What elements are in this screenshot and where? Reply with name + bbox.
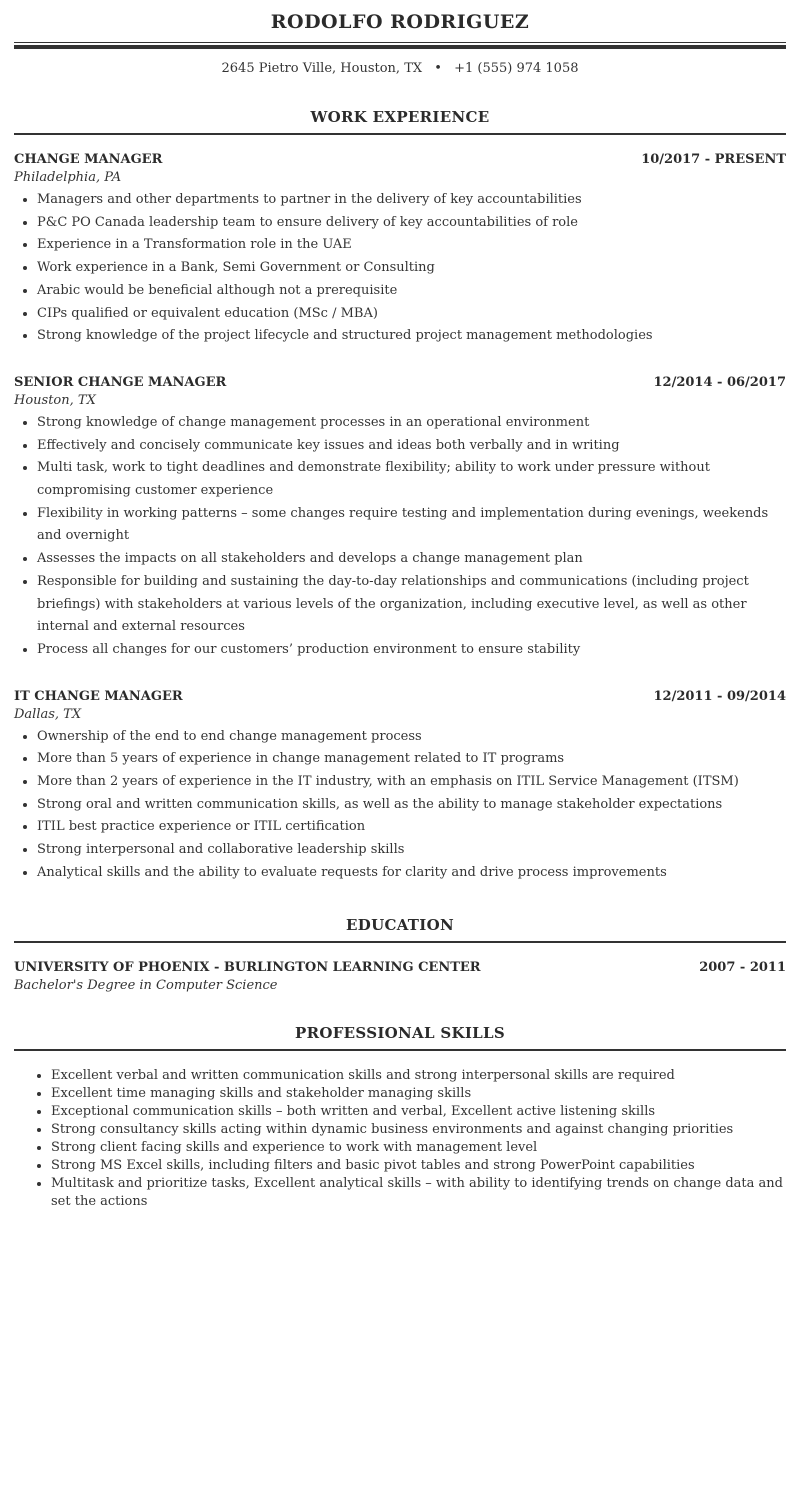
list-item: • Ownership of the end to end change management process (37, 726, 786, 749)
section-title-professional-skills: PROFESSIONAL SKILLS (295, 1023, 505, 1042)
job-bullets (14, 189, 786, 348)
job-location: Philadelphia, PA (14, 170, 122, 185)
job-bullets (14, 726, 786, 885)
education-entry (14, 959, 786, 995)
list-item: • Flexibility in working patterns – some changes require testing and implementation during evenings, weekends and overnight (37, 503, 786, 548)
section-divider (14, 1049, 786, 1051)
skills-section (14, 1023, 786, 1211)
job-dates: 12/2014 - 06/2017 (653, 374, 786, 390)
list-item: • ITIL best practice experience or ITIL certification (37, 816, 786, 839)
candidate-name: RODOLFO RODRIGUEZ (270, 11, 530, 33)
list-item: • Strong client facing skills and experience to work with management level (51, 1139, 786, 1157)
address: 2645 Pietro Ville, Houston, TX (221, 61, 423, 76)
list-item: • Experience in a Transformation role in the UAE (37, 234, 786, 257)
job-entry (14, 374, 786, 662)
section-title-work-experience: WORK EXPERIENCE (310, 108, 490, 126)
list-item: • Strong oral and written communication skills, as well as the ability to manage stakeholder expectations (37, 794, 786, 817)
job-location: Houston, TX (14, 392, 96, 408)
list-item: • Managers and other departments to partner in the delivery of key accountabilities (37, 189, 786, 212)
list-item: • More than 5 years of experience in change management related to IT programs (37, 748, 786, 771)
list-item: • Strong consultancy skills acting within dynamic business environments and against changing priorities (51, 1121, 786, 1139)
job-title: IT CHANGE MANAGER (14, 688, 183, 704)
list-item: • CIPs qualified or equivalent education (MSc / MBA) (37, 303, 786, 326)
work-experience-section (14, 107, 786, 885)
list-item: • Arabic would be beneficial although not a prerequisite (37, 280, 786, 303)
list-item: • Multi task, work to tight deadlines and demonstrate flexibility; ability to work under pressure without compromising customer experience (37, 457, 786, 502)
section-divider (14, 941, 786, 943)
list-item: • Strong knowledge of the project lifecycle and structured project management methodologies (37, 325, 786, 348)
list-item: • Excellent time managing skills and stakeholder managing skills (51, 1085, 786, 1103)
list-item: • Strong knowledge of change management processes in an operational environment (37, 412, 786, 435)
degree: Bachelor's Degree in Computer Science (14, 977, 278, 993)
list-item: • Effectively and concisely communicate key issues and ideas both verbally and in writing (37, 435, 786, 458)
job-dates: 12/2011 - 09/2014 (653, 688, 786, 704)
job-entry (14, 688, 786, 885)
list-item: • Analytical skills and the ability to evaluate requests for clarity and drive process improvements (37, 862, 786, 885)
school-name: UNIVERSITY OF PHOENIX - BURLINGTON LEARNING CENTER (14, 959, 481, 975)
education-dates: 2007 - 2011 (699, 959, 786, 975)
list-item: • Responsible for building and sustaining the day-to-day relationships and communications (including project briefings) with stakeholders at various levels of the organization, including executive level, as well as other internal and external resources (37, 571, 786, 639)
section-divider (14, 133, 786, 135)
header-divider (14, 42, 786, 49)
bullet-separator: • (434, 61, 442, 76)
resume-page (14, 0, 786, 1211)
list-item: • Multitask and prioritize tasks, Excellent analytical skills – with ability to identifying trends on change data and set the actions (51, 1175, 786, 1211)
list-item: • Assesses the impacts on all stakeholders and develops a change management plan (37, 548, 786, 571)
list-item: • Work experience in a Bank, Semi Government or Consulting (37, 257, 786, 280)
list-item: • Exceptional communication skills – both written and verbal, Excellent active listening skills (51, 1103, 786, 1121)
list-item: • Strong MS Excel skills, including filters and basic pivot tables and strong PowerPoint capabilities (51, 1157, 786, 1175)
list-item: • More than 2 years of experience in the IT industry, with an emphasis on ITIL Service Management (ITSM) (37, 771, 786, 794)
job-bullets (14, 412, 786, 662)
skills-list (14, 1067, 786, 1211)
phone: +1 (555) 974 1058 (454, 61, 579, 76)
list-item: • Strong interpersonal and collaborative leadership skills (37, 839, 786, 862)
list-item: • Process all changes for our customers’ production environment to ensure stability (37, 639, 786, 662)
job-dates: 10/2017 - PRESENT (641, 152, 786, 167)
list-item: • P&C PO Canada leadership team to ensure delivery of key accountabilities of role (37, 212, 786, 235)
section-title-education: EDUCATION (346, 915, 454, 934)
job-title: CHANGE MANAGER (14, 152, 163, 167)
education-section (14, 915, 786, 995)
job-entry (14, 151, 786, 348)
job-title: SENIOR CHANGE MANAGER (14, 374, 227, 390)
job-location: Dallas, TX (14, 706, 82, 722)
contact-line (14, 60, 786, 78)
list-item: • Excellent verbal and written communication skills and strong interpersonal skills are required (51, 1067, 786, 1085)
